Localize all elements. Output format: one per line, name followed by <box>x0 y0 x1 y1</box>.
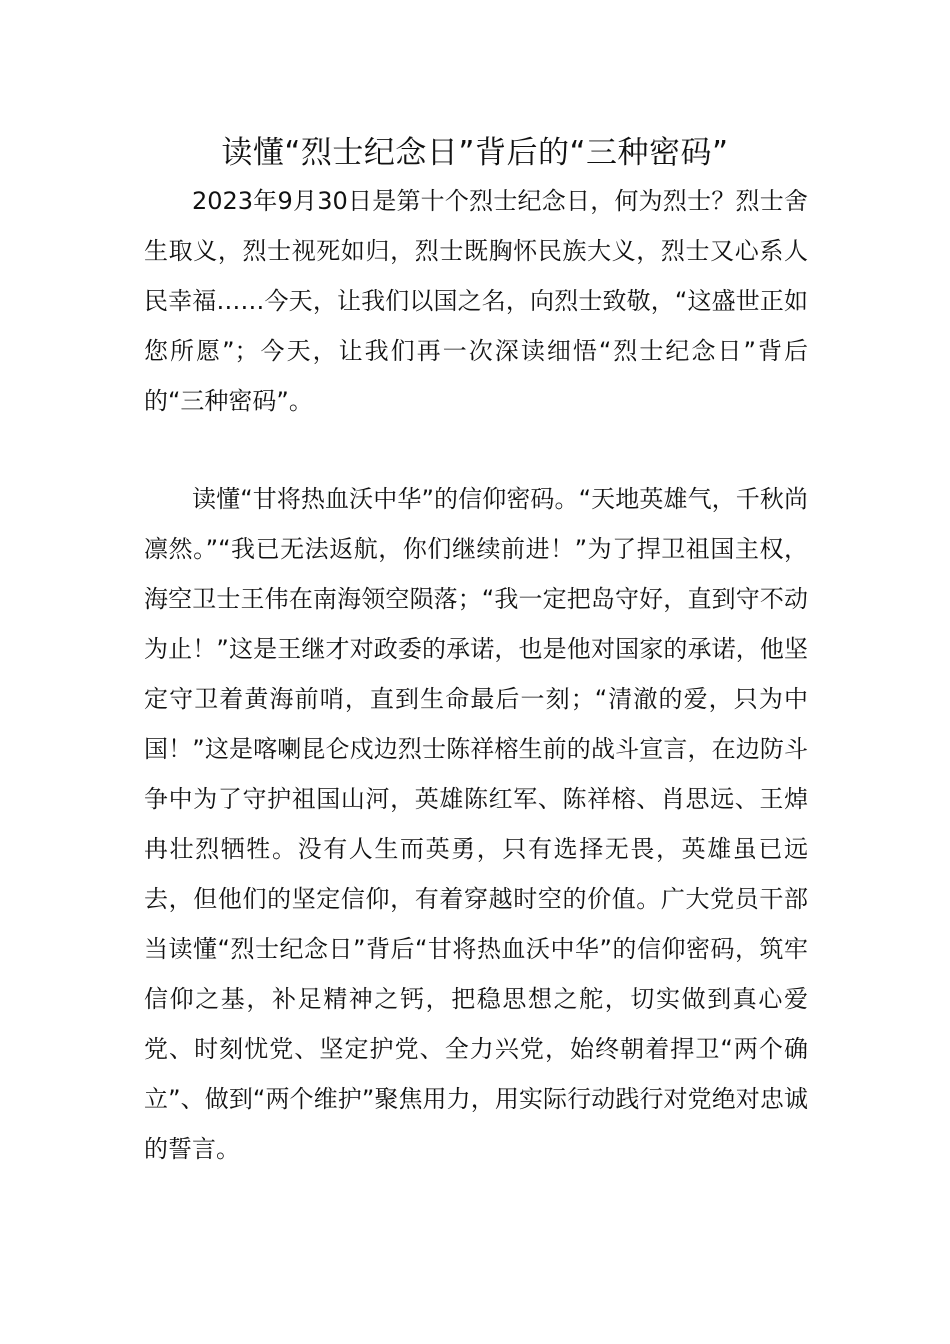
paragraph-intro: 2023年9月30日是第十个烈士纪念日，何为烈士？烈士舍生取义，烈士视死如归，烈士既胸怀民族大义，烈士又心系人民幸福……今天，让我们以国之名，向烈士致敬，“这盛世正如您所愿”；今天，让我们再一次深读细悟“烈士纪念日”背后的“三种密码”。 <box>144 187 808 415</box>
document-title: 读懂“烈士纪念日”背后的“三种密码” <box>221 135 729 171</box>
paragraph-faith-code: 读懂“甘将热血沃中华”的信仰密码。“天地英雄气，千秋尚凛然。”“我已无法返航，你们继续前进！”为了捍卫祖国主权，海空卫士王伟在南海领空陨落；“我一定把岛守好，直到守不动为止！”这是王继才对政委的承诺，也是他对国家的承诺，他坚定守卫着黄海前哨，直到生命最后一刻；“清澈的爱，只为中国！”这是喀喇昆仑戍边烈士陈祥榕生前的战斗宣言，在边防斗争中为了守护祖国山河，英雄陈红军、陈祥榕、肖思远、王焯冉壮烈牺牲。没有人生而英勇，只有选择无畏，英雄虽已远去，但他们的坚定信仰，有着穿越时空的价值。广大党员干部当读懂“烈士纪念日”背后“甘将热血沃中华”的信仰密码，筑牢信仰之基，补足精神之钙，把稳思想之舵，切实做到真心爱党、时刻忧党、坚定护党、全力兴党，始终朝着捍卫“两个确立”、做到“两个维护”聚焦用力，用实际行动践行对党绝对忠诚的誓言。 <box>144 485 808 1163</box>
